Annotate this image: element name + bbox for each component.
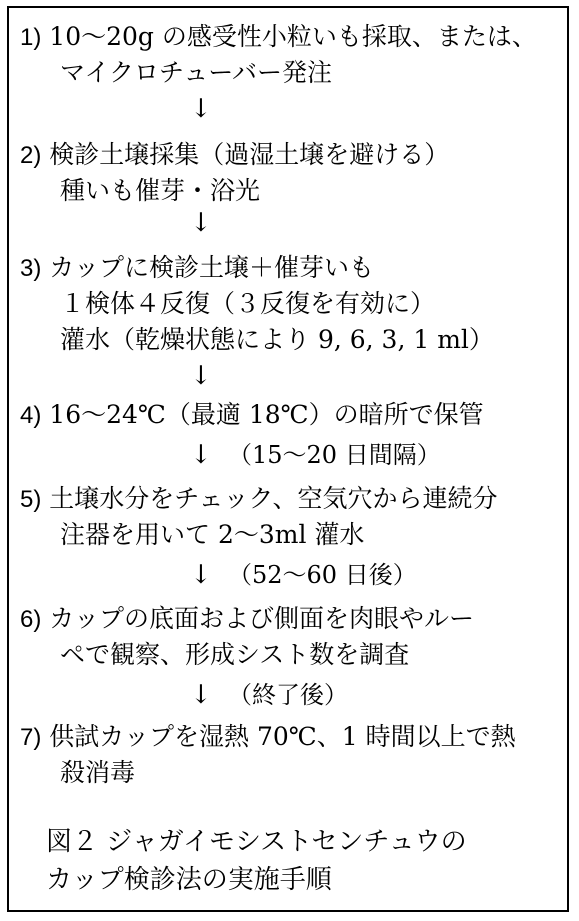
step-6: [20, 604, 474, 635]
step-6-line-2: ペで観察、形成シスト数を調査: [60, 640, 410, 669]
step-2: [20, 140, 449, 171]
figure-caption-line-1: 図２ ジャガイモシストセンチュウの: [46, 827, 467, 857]
arrow-5-note: （52～60 日後）: [228, 561, 417, 589]
arrow-5-symbol: ↓: [190, 560, 212, 590]
step-4-line-1: 16～24℃（最適 18℃）の暗所で保管: [49, 400, 484, 429]
figure-caption-line-2: カップ検診法の実施手順: [46, 865, 332, 895]
step-5: [20, 484, 498, 515]
arrow-1: [190, 94, 212, 124]
arrow-4: [190, 440, 212, 470]
step-7-line-1: 供試カップを湿熱 70℃、1 時間以上で熱: [49, 722, 516, 751]
arrow-4-symbol: ↓: [190, 440, 212, 470]
step-3: [20, 253, 374, 284]
step-4: [20, 400, 484, 431]
step-5-number: 5): [20, 486, 42, 513]
arrow-5: [190, 560, 212, 590]
step-5-line-2: 注器を用いて 2～3ml 灌水: [60, 520, 365, 549]
step-3-line-3: 灌水（乾燥状態により 9, 6, 3, 1 ml）: [60, 325, 494, 354]
step-1-line-2: マイクロチューバー発注: [60, 58, 333, 87]
arrow-4-note: （15～20 日間隔）: [228, 441, 441, 469]
arrow-1-symbol: ↓: [190, 94, 212, 124]
arrow-3-symbol: ↓: [190, 361, 212, 391]
step-5-line-1: 土壌水分をチェック、空気穴から連続分: [49, 484, 498, 513]
step-3-line-2: １検体４反復（３反復を有効に）: [60, 289, 436, 318]
step-7-number: 7): [20, 724, 42, 751]
step-2-line-2: 種いも催芽・浴光: [60, 176, 261, 205]
arrow-6: [190, 680, 212, 710]
arrow-6-note: （終了後）: [228, 681, 348, 709]
step-4-number: 4): [20, 402, 42, 429]
step-2-line-1: 検診土壌採集（過湿土壌を避ける）: [49, 140, 450, 169]
step-3-line-1: カップに検診土壌＋催芽いも: [49, 253, 375, 282]
arrow-6-symbol: ↓: [190, 680, 212, 710]
step-1: [20, 22, 537, 53]
arrow-2-symbol: ↓: [190, 208, 212, 238]
step-2-number: 2): [20, 142, 42, 169]
step-6-number: 6): [20, 606, 42, 633]
step-7: [20, 722, 516, 753]
step-1-number: 1): [20, 24, 42, 51]
step-6-line-1: カップの底面および側面を肉眼やルー: [49, 604, 475, 633]
step-3-number: 3): [20, 255, 42, 282]
step-1-line-1: 10～20g の感受性小粒いも採取、または、: [49, 22, 537, 51]
arrow-2: [190, 208, 212, 238]
arrow-3: [190, 361, 212, 391]
step-7-line-2: 殺消毒: [60, 758, 136, 787]
